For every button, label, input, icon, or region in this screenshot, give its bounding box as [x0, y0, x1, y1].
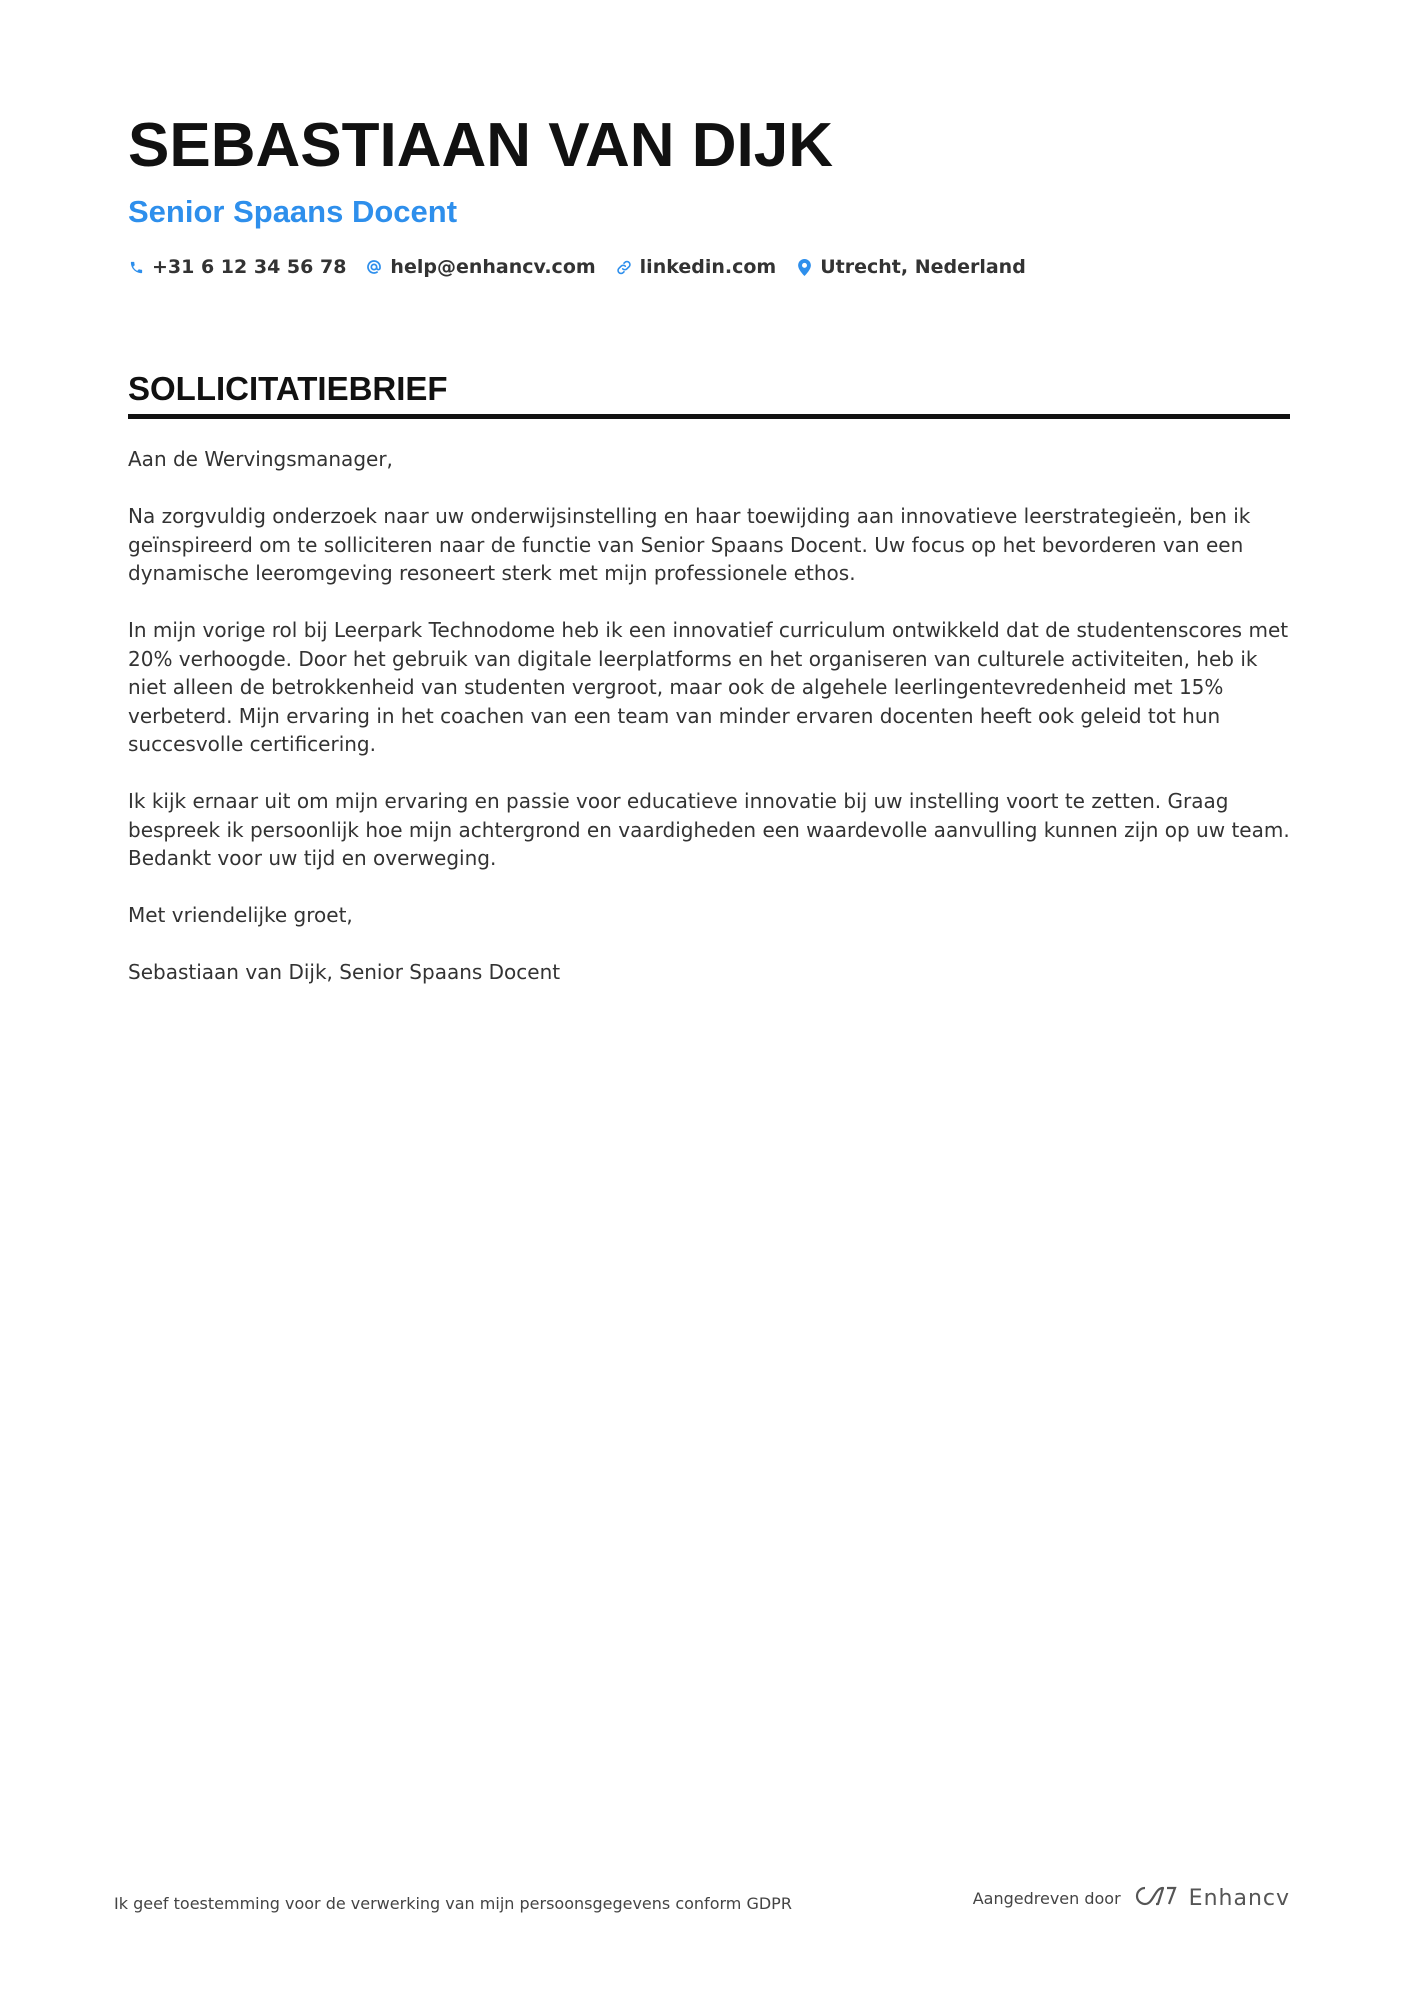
contact-phone-text: +31 6 12 34 56 78 [152, 256, 347, 278]
gdpr-consent: Ik geef toestemming voor de verwerking van mijn persoonsgegevens conform GDPR [114, 1894, 792, 1913]
letter-body [128, 445, 1290, 987]
brand-name[interactable]: Enhancv [1188, 1886, 1290, 1911]
brand-link[interactable] [1133, 1884, 1290, 1913]
contact-email[interactable] [366, 256, 595, 278]
letter-paragraph-1: Na zorgvuldig onderzoek naar uw onderwijsinstelling en haar toewijding aan innovatieve leerstrategieën, ben ik geïnspireerd om te solliciteren naar de functie van Senior Spaans Docent. Uw focus op het bevorderen van een dynamische leeromgeving resoneert sterk met mijn professionele ethos. [128, 504, 1251, 585]
contact-location-text: Utrecht, Nederland [820, 256, 1026, 278]
section-title: SOLLICITATIEBRIEF [128, 368, 1290, 419]
contact-email-text[interactable]: help@enhancv.com [390, 256, 596, 278]
enhancv-logo-icon [1133, 1884, 1179, 1913]
letter-paragraph-2: In mijn vorige rol bij Leerpark Technodome heb ik een innovatief curriculum ontwikkeld dat de studentenscores met 20% verhoogde. Door het gebruik van digitale leerplatforms en het organiseren van culturele activiteiten, heb ik niet alleen de betrokkenheid van studenten vergroot, maar ook de algehele leerlingentevredenheid met 15% verbeterd. Mijn ervaring in het coachen van een team van minder ervaren docenten heeft ook geleid tot hun succesvolle certificering. [128, 618, 1289, 756]
powered-by [973, 1884, 1290, 1913]
phone-icon [128, 258, 144, 276]
header [128, 108, 1288, 278]
letter-paragraph-3: Ik kijk ernaar uit om mijn ervaring en passie voor educatieve innovatie bij uw instelling voort te zetten. Graag bespreek ik persoonlijk hoe mijn achtergrond en vaardigheden een waardevolle aanvulling kunnen zijn op uw team. Bedankt voor uw tijd en overweging. [128, 789, 1290, 870]
contact-linkedin[interactable] [616, 256, 777, 278]
location-pin-icon [796, 258, 812, 276]
contact-phone [128, 256, 346, 278]
contact-linkedin-text[interactable]: linkedin.com [639, 256, 777, 278]
cover-letter-section [128, 368, 1290, 1015]
contact-location [796, 256, 1026, 278]
contact-info [128, 256, 1288, 278]
letter-salutation: Aan de Wervingsmanager, [128, 447, 393, 471]
at-sign-icon [366, 258, 382, 276]
candidate-role: Senior Spaans Docent [128, 194, 458, 229]
powered-by-label: Aangedreven door [972, 1889, 1121, 1908]
letter-closing: Met vriendelijke groet, [128, 903, 353, 927]
letter-signature: Sebastiaan van Dijk, Senior Spaans Docent [128, 960, 561, 984]
link-icon [616, 258, 632, 276]
candidate-name: SEBASTIAAN VAN DIJK [128, 111, 834, 180]
